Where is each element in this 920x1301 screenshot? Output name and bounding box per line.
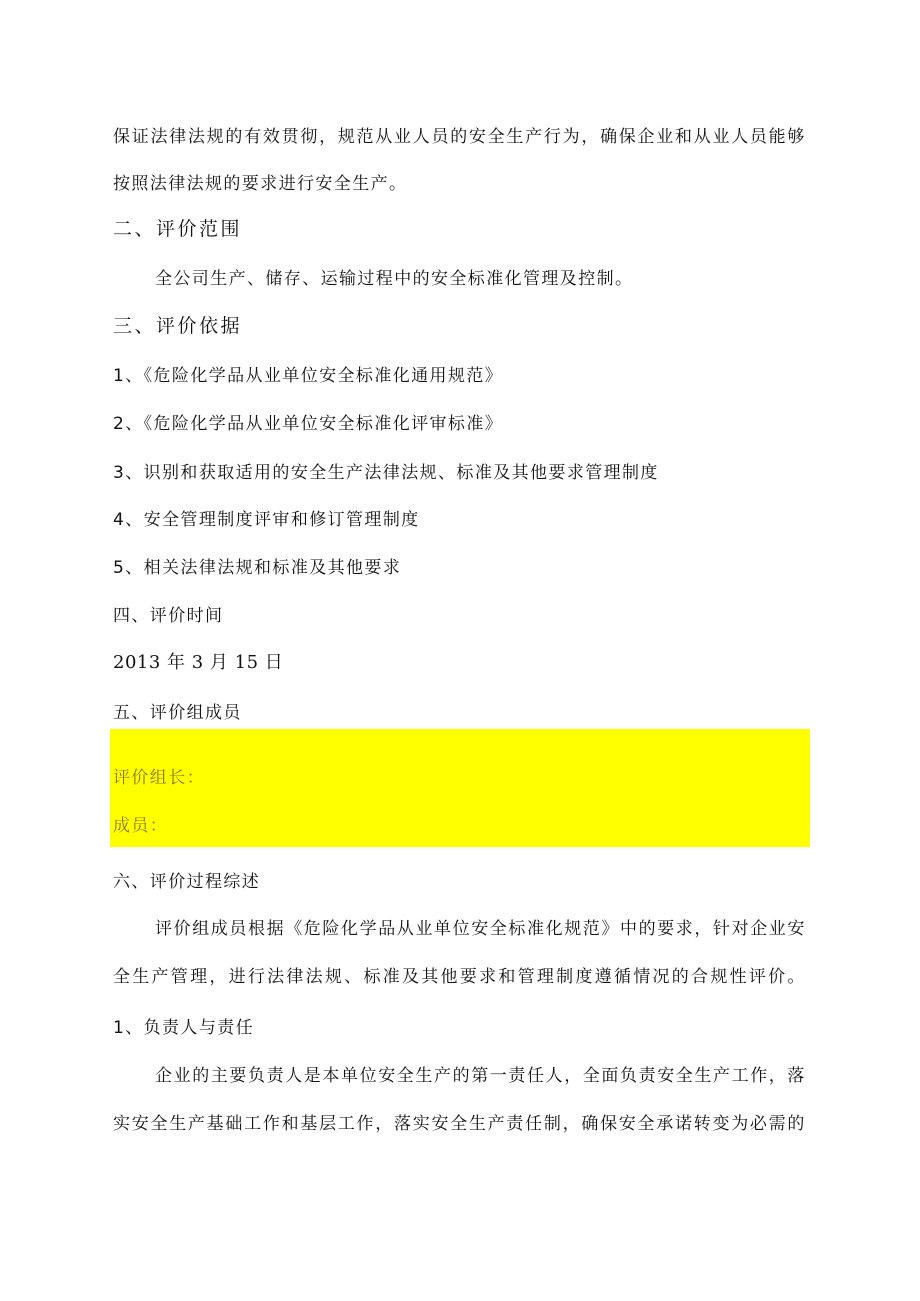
paragraph-line: 实安全生产基础工作和基层工作，落实安全生产责任制，确保安全承诺转变为必需的	[113, 1114, 805, 1134]
section-heading-members: 五、评价组成员	[113, 703, 242, 723]
evaluation-date: 2013 年 3 月 15 日	[113, 652, 284, 673]
section-heading-process: 六、评价过程综述	[113, 872, 261, 892]
basis-item: 4、安全管理制度评审和修订管理制度	[113, 510, 420, 530]
paragraph-line: 企业的主要负责人是本单位安全生产的第一责任人，全面负责安全生产工作，落	[155, 1066, 805, 1086]
paragraph-line: 保证法律法规的有效贯彻，规范从业人员的安全生产行为，确保企业和从业人员能够	[113, 127, 805, 147]
section-heading-basis: 三、评价依据	[113, 315, 243, 337]
basis-item: 2、《危险化学品从业单位安全标准化评审标准》	[113, 414, 504, 434]
basis-item: 5、相关法律法规和标准及其他要求	[113, 558, 402, 578]
scope-text: 全公司生产、储存、运输过程中的安全标准化管理及控制。	[155, 269, 634, 289]
paragraph-line: 全生产管理，进行法律法规、标准及其他要求和管理制度遵循情况的合规性评价。	[113, 967, 805, 987]
paragraph-line: 评价组成员根据《危险化学品从业单位安全标准化规范》中的要求，针对企业安	[155, 919, 805, 939]
team-members-label: 成员：	[113, 816, 169, 836]
basis-item: 3、识别和获取适用的安全生产法律法规、标准及其他要求管理制度	[113, 463, 659, 483]
section-heading-scope: 二、评价范围	[113, 218, 243, 240]
basis-item: 1、《危险化学品从业单位安全标准化通用规范》	[113, 366, 504, 386]
section-heading-time: 四、评价时间	[113, 606, 224, 626]
highlight-block	[110, 729, 810, 847]
team-leader-label: 评价组长：	[113, 768, 205, 788]
paragraph-line: 按照法律法规的要求进行安全生产。	[113, 174, 408, 194]
subsection-heading: 1、负责人与责任	[113, 1018, 255, 1038]
